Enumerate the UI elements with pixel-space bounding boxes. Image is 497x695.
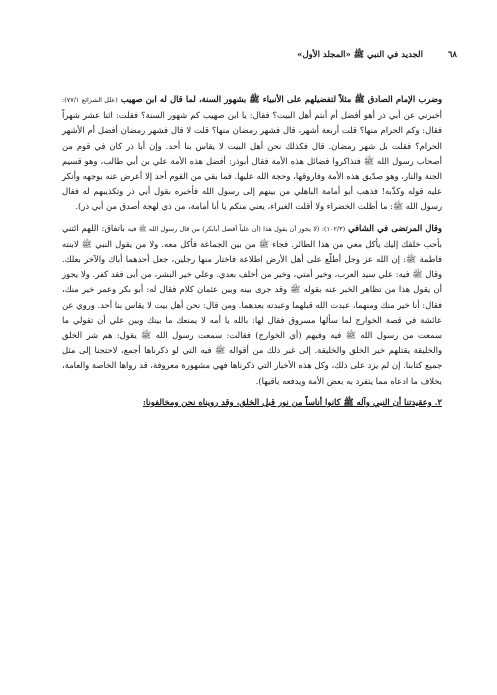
running-title: الجديد في النبي ﷺ «المجلد الأول» (297, 50, 423, 60)
page-number: ٦٨ (447, 50, 457, 60)
paragraph-1-text: أخبرني عن أبي ذر أهو أفضل أم أنتم أهل البيت؟ فقال: يا ابن صهيب كم شهور السنة؟ فقلت: اثنا عشر شهراً فقال: وكم الحرام منها؟ قلت أربعة أشهر، قال فشهر رمضان منها؟ قلت لا قال فشهر رمضان أفضل أم الأشهر الحرام؟ فقلت بل شهر رمضان. قال فكذلك نحن أهل البيت لا يقاس بنا أحد. وإن أبا ذر كان في قوم من أصحاب رسول الله ﷺ فتذاكروا فضائل هذه الأمة فقال أبوذر: أفضل هذه الأمة علي بن أبي طالب، وهو قسيم الجنة والنار، وهو صدّيق هذه الأمة وفاروقها، وحجة الله عليها. فما بقي من القوم أحد إلا أعرض عنه بوجهه وأنكر عليه قوله وكذّبه! فذهب أبو أمامة الباهلي من بينهم إلى رسول الله فأخبره بقول أبي ذر وتكذيبهم له فقال رسول الله ﷺ: ما أظلت الخضراء ولا أقلت الغبراء، يعني منكم يا أبا أمامة، من ذي لهجة أصدق من أبي ذر). (62, 110, 442, 212)
paragraph-2-reference: (١٠٢/٣): (لا يجوز أن يقول هذا (أن علياً أفضل أبابكر) من قال رسول الله ﷺ فيه (127, 224, 346, 233)
paragraph-2-text: باتفاق: اللهم ائتني بأحب خلقك إليك يأكل معي من هذا الطائر. فجاء ﷺ من بين الجماعة فأكل معه. ولا من يقول النبي ﷺ لابنته فاطمة ﷺ: إن الله عز وجل أطلّع على أهل الأرض اطلاعة فاختار منها رجلين، جعل أحدهما أباك والآخر بعلك. وقال ﷺ فيه: علي سيد العرب، وخير أمتي، وخير من أخلف بعدي. وعلي خير البشر، من أبى فقد كفر. ولا يجوز أن يقول هذا من تظاهر الخبر عنه بقوله ﷺ وقد جرى بينه وبين عثمان كلام فقال له: أبو بكر وعمر خير منك، فقال: أنا خير منك ومنهما، عبدت الله قبلهما وعبدته بعدهما. ومن قال: نحن أهل بيت لا يقاس بنا أحد. وروي عن عائشة في قصة الخوارج لما سألها مسروق فقال لها: بالله يا أمه لا يمنعك ما بينك وبين علي أن تقولي ما سمعت من رسول الله ﷺ فيه وفيهم (أي الخوارج) فقالت: سمعت رسول الله ﷺ يقول: هم شر الخلق والخليقة يقتلهم خير الخلق والخليقة. إلى غير ذلك من أقواله ﷺ فيه التي لو ذكرناها أجمع، لاحتجنا إلى مثل جميع كتابنا. إن لم يزد على ذلك، وكل هذه الأخبار التي ذكرناها فهي مشهورة معروفة، قد رواها الخاصة والعامة، بخلاف ما ادعاه مما يتفرد به بعض الأمة ويدفعه باقيها). (62, 222, 442, 386)
body-text (62, 92, 442, 416)
paragraph-2 (62, 221, 442, 389)
paragraph-2-lead: وقال المرتضى في الشافي (348, 222, 442, 233)
paragraph-1-lead: وضرب الإمام الصادق ﷺ مثلاً لتفضيلهم على الأنبياء ﷺ بشهور السنة، لما قال له ابن صهيب (120, 94, 442, 104)
paragraph-1-reference: (علل الشرائع ٧٧/١): (62, 96, 118, 104)
paragraph-1 (62, 92, 442, 215)
closing-heading: ٢. وعقيدتنا أن النبي وآله ﷺ كانوا أناساً من نور قبل الخلق، وقد رويناه نحن ومخالفونا: (142, 396, 442, 407)
page-header (40, 50, 457, 66)
paragraph-3 (62, 395, 442, 410)
